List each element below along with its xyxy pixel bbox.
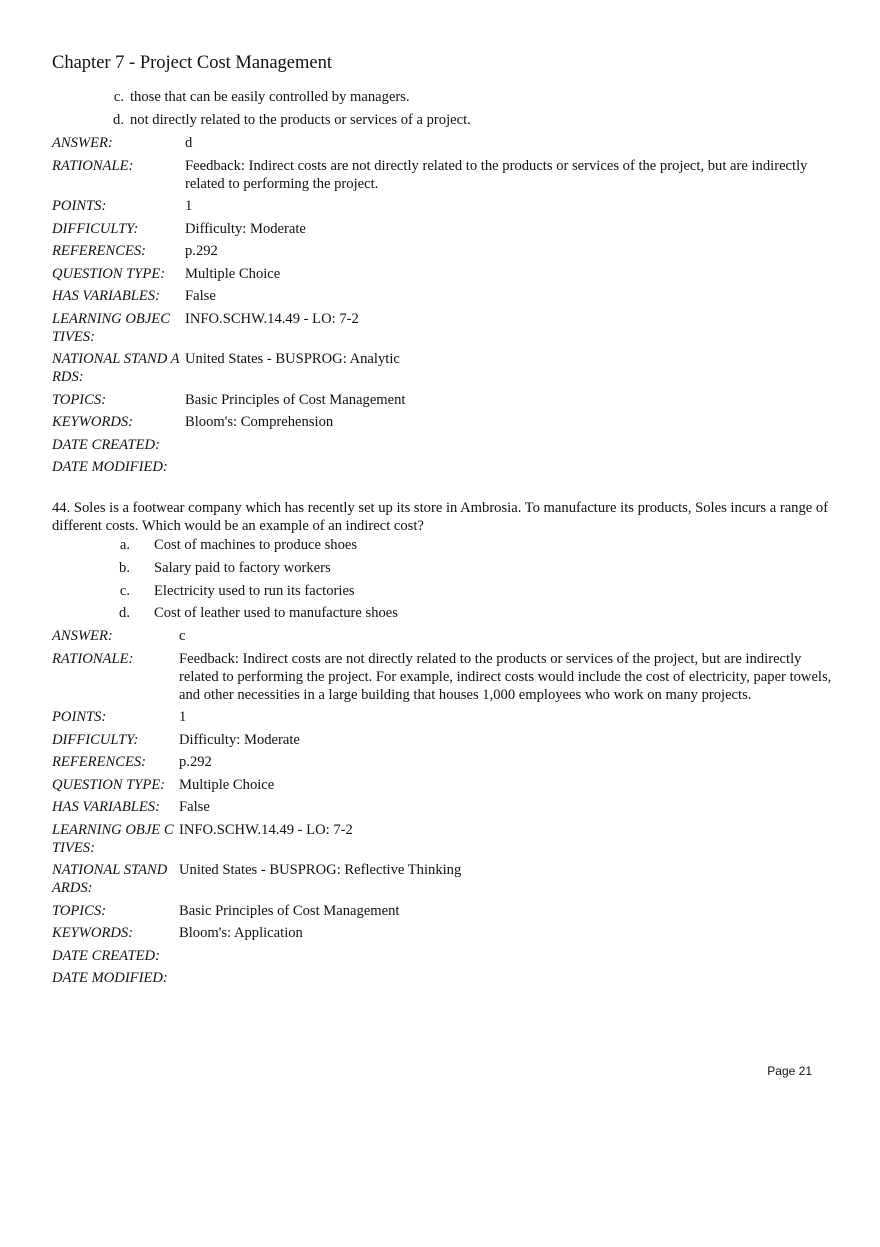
choice-text: Electricity used to run its factories	[154, 582, 355, 599]
meta-row-date-modified	[52, 969, 842, 987]
meta-value	[185, 436, 842, 454]
meta-row-difficulty	[52, 220, 842, 238]
meta-row-answer	[52, 134, 842, 152]
meta-value: United States - BUSPROG: Reflective Thinking	[179, 862, 462, 878]
meta-label: ANSWER:	[52, 628, 113, 644]
meta-row-topics	[52, 902, 842, 920]
meta-value: INFO.SCHW.14.49 - LO: 7-2	[179, 821, 353, 838]
meta-label: NATIONAL STAND ARDS:	[52, 862, 168, 896]
q43-choice	[100, 88, 820, 106]
meta-row-difficulty	[52, 731, 842, 749]
meta-label: RATIONALE:	[52, 157, 134, 174]
q43-choices	[100, 88, 820, 134]
meta-row-keywords	[52, 413, 842, 431]
meta-row-answer	[52, 627, 842, 645]
meta-row-has-variables	[52, 798, 842, 816]
page-title: Chapter 7 - Project Cost Management	[52, 53, 333, 73]
meta-row-references	[52, 753, 842, 771]
q44-choices	[106, 536, 826, 627]
meta-value	[179, 947, 842, 965]
meta-value: Multiple Choice	[179, 776, 275, 793]
meta-row-points	[52, 708, 842, 726]
meta-label: NATIONAL STAND ARDS:	[52, 351, 180, 385]
meta-label: KEYWORDS:	[52, 925, 134, 941]
meta-value: United States - BUSPROG: Analytic	[185, 351, 400, 367]
meta-label: HAS VARIABLES:	[52, 288, 160, 304]
q43-choice	[100, 111, 820, 129]
meta-row-learning-objectives	[52, 310, 842, 346]
q44-choice	[106, 582, 826, 600]
meta-label: DATE CREATED:	[52, 947, 160, 964]
meta-row-rationale	[52, 650, 842, 704]
meta-label: DIFFICULTY:	[52, 220, 139, 237]
q44-choice	[106, 559, 826, 577]
meta-value: Basic Principles of Cost Management	[185, 391, 406, 408]
q44-choice	[106, 604, 826, 622]
meta-row-has-variables	[52, 287, 842, 305]
meta-value	[179, 969, 842, 987]
meta-value: p.292	[179, 754, 212, 770]
meta-value	[185, 458, 842, 476]
meta-value: 1	[185, 198, 193, 214]
meta-value: Bloom's: Application	[179, 925, 303, 941]
meta-value: False	[185, 288, 216, 304]
meta-label: DIFFICULTY:	[52, 731, 139, 748]
meta-row-references	[52, 242, 842, 260]
meta-row-date-modified	[52, 458, 842, 476]
choice-letter: c.	[119, 582, 130, 599]
meta-row-points	[52, 197, 842, 215]
meta-label: POINTS:	[52, 198, 107, 214]
choice-text: Salary paid to factory workers	[154, 559, 331, 576]
meta-value: 1	[179, 709, 187, 725]
meta-label: RATIONALE:	[52, 650, 134, 667]
meta-value: c	[179, 628, 186, 644]
meta-label: HAS VARIABLES:	[52, 799, 160, 815]
meta-label: LEARNING OBJEC TIVES:	[52, 310, 170, 345]
choice-letter: c.	[113, 89, 124, 105]
meta-value: Feedback: Indirect costs are not directly related to the products or services of the project, but are indirectly related to performing the project.	[185, 157, 808, 192]
meta-label: QUESTION TYPE:	[52, 265, 166, 282]
meta-row-national-standards	[52, 350, 842, 386]
meta-label: TOPICS:	[52, 391, 107, 408]
meta-row-question-type	[52, 265, 842, 283]
meta-value: Basic Principles of Cost Management	[179, 902, 400, 919]
meta-label: TOPICS:	[52, 902, 107, 919]
meta-label: QUESTION TYPE:	[52, 776, 166, 793]
meta-row-topics	[52, 391, 842, 409]
meta-value: INFO.SCHW.14.49 - LO: 7-2	[185, 310, 359, 327]
meta-value: Feedback: Indirect costs are not directly related to the products or services of the project, but are indirectly related to performing the project. For example, indirect costs would include the cost of electricity, paper towels, and other necessities in a large building that houses 1,000 employees who work on many projects.	[179, 650, 832, 703]
choice-letter: d.	[119, 605, 130, 622]
meta-value: Difficulty: Moderate	[179, 731, 300, 748]
q44-metadata	[52, 627, 842, 992]
meta-label: DATE MODIFIED:	[52, 459, 168, 475]
meta-label: REFERENCES:	[52, 754, 147, 770]
meta-row-rationale	[52, 157, 842, 193]
meta-value: Difficulty: Moderate	[185, 220, 306, 237]
meta-label: LEARNING OBJE CTIVES:	[52, 821, 174, 856]
choice-text: Cost of machines to produce shoes	[154, 537, 358, 553]
choice-text: Cost of leather used to manufacture shoes	[154, 605, 398, 622]
q43-metadata	[52, 134, 842, 481]
choice-text: those that can be easily controlled by managers.	[130, 89, 410, 105]
q44-stem: 44. Soles is a footwear company which has recently set up its store in Ambrosia. To manufacture its products, Soles incurs a range of different costs. Which would be an example of an indirect cost?	[52, 500, 829, 534]
meta-row-learning-objectives	[52, 821, 842, 857]
meta-row-national-standards	[52, 861, 842, 897]
meta-value: p.292	[185, 243, 218, 259]
meta-label: DATE MODIFIED:	[52, 970, 168, 986]
choice-letter: b.	[119, 559, 130, 576]
meta-row-question-type	[52, 776, 842, 794]
choice-text: not directly related to the products or services of a project.	[130, 111, 471, 128]
meta-label: DATE CREATED:	[52, 436, 160, 453]
meta-label: REFERENCES:	[52, 243, 147, 259]
meta-row-keywords	[52, 924, 842, 942]
page-number: Page 21	[767, 1064, 812, 1078]
meta-label: ANSWER:	[52, 135, 113, 151]
meta-label: POINTS:	[52, 709, 107, 725]
q44-choice	[106, 536, 826, 554]
meta-row-date-created	[52, 947, 842, 965]
meta-label: KEYWORDS:	[52, 414, 134, 430]
meta-row-date-created	[52, 436, 842, 454]
meta-value: Bloom's: Comprehension	[185, 414, 334, 430]
choice-letter: d.	[113, 111, 124, 128]
choice-letter: a.	[119, 537, 130, 553]
meta-value: Multiple Choice	[185, 265, 281, 282]
meta-value: d	[185, 135, 193, 151]
meta-value: False	[179, 799, 210, 815]
